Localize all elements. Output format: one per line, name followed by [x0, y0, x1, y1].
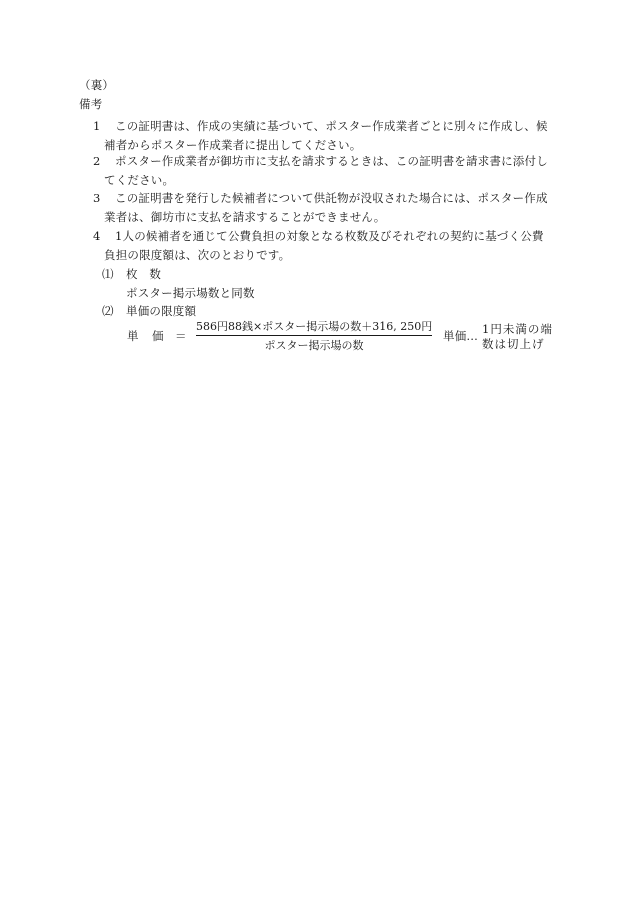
- remark-item-text: 補者からポスター作成業者に提出してください。: [104, 138, 362, 152]
- formula-note-line: 数は切上げ: [482, 337, 545, 351]
- remark-item-text: 1人の候補者を通じて公費負担の対象となる枚数及びそれぞれの契約に基づく公費: [115, 229, 544, 243]
- remark-item-number: 1: [93, 119, 101, 133]
- remark-item-number: 4: [93, 229, 101, 243]
- back-side-label: （裏）: [79, 78, 115, 92]
- formula-numerator: 586円88銭×ポスター掲示場の数＋316, 250円: [196, 320, 433, 333]
- formula-note-prefix: 単価…: [443, 329, 479, 343]
- remark-item-text: 業者は、御坊市に支払を請求することができません。: [104, 210, 386, 224]
- subitem-number: ⑵: [102, 304, 114, 318]
- formula-note-line: 1円未満の端: [482, 322, 553, 336]
- remark-item-text: この証明書は、作成の実績に基づいて、ポスター作成業者ごとに別々に作成し、候: [115, 119, 548, 133]
- remark-item-text: ポスター作成業者が御坊市に支払を請求するときは、この証明書を請求書に添付し: [115, 154, 548, 168]
- remark-item-text: てください。: [104, 173, 175, 187]
- subitem-number: ⑴: [102, 267, 114, 281]
- subitem-title: 枚 数: [126, 267, 162, 281]
- fraction-bar: [196, 335, 432, 336]
- formula-denominator: ポスター掲示場の数: [264, 339, 364, 352]
- subitem-body: ポスター掲示場数と同数: [126, 286, 255, 300]
- formula-equals: ＝: [175, 329, 187, 343]
- remark-item-number: 3: [93, 191, 101, 205]
- remark-item-number: 2: [93, 154, 101, 168]
- subitem-title: 単価の限度額: [126, 304, 197, 318]
- remark-item-text: この証明書を発行した候補者について供託物が没収された場合には、ポスター作成: [115, 191, 548, 205]
- formula-lhs: 単 価: [127, 329, 165, 343]
- remarks-heading: 備考: [79, 97, 103, 111]
- remark-item-text: 負担の限度額は、次のとおりです。: [104, 248, 291, 262]
- formula-fraction: [196, 321, 432, 351]
